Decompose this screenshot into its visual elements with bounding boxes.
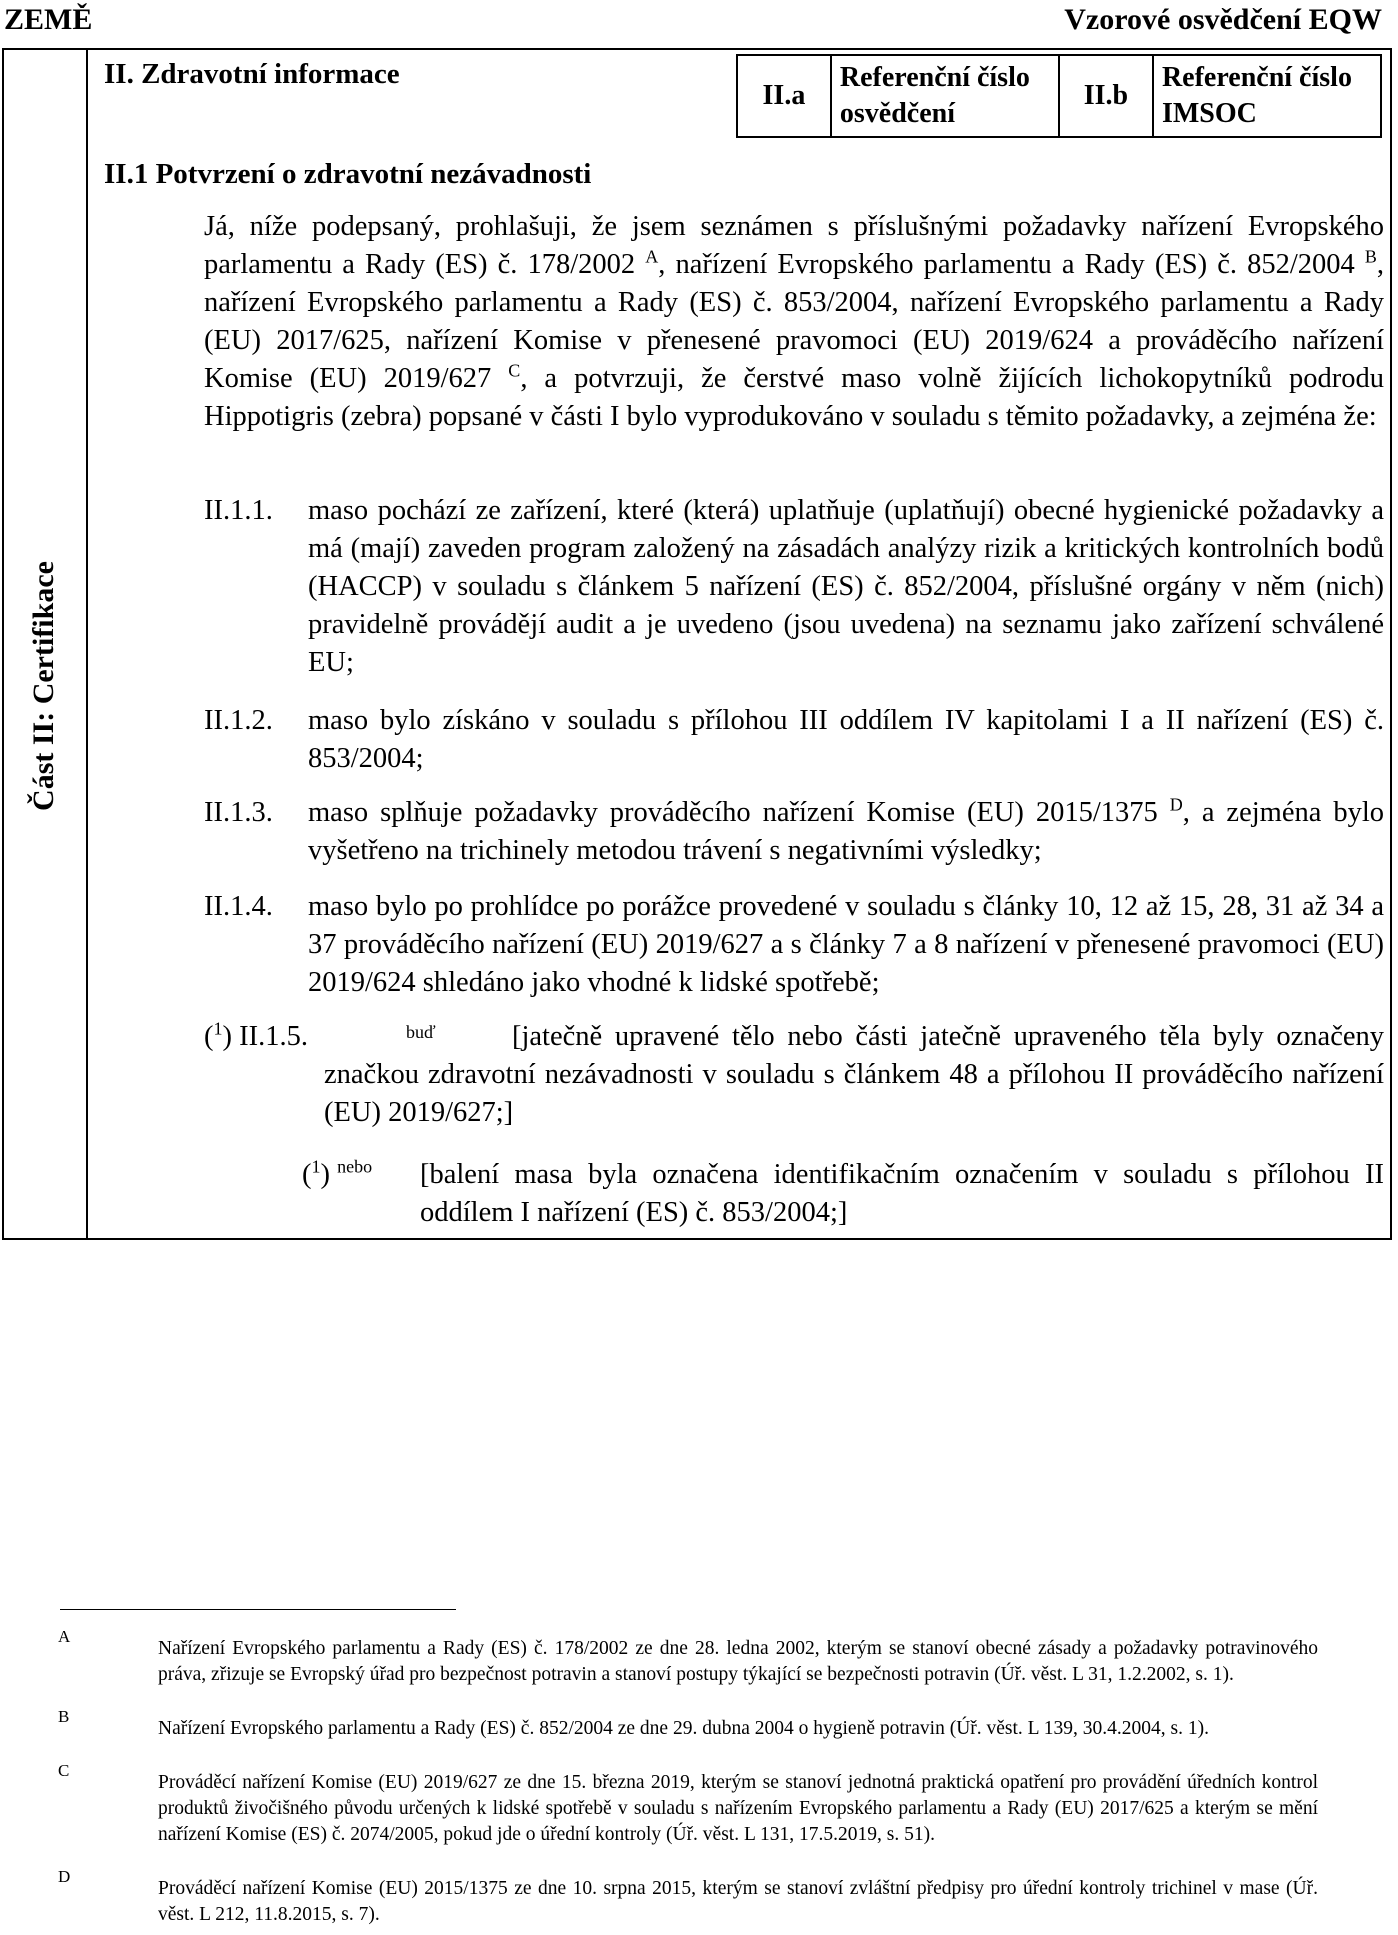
intro-part-2: , nařízení Evropského parlamentu a Rady (ES) č. 852/2004	[658, 249, 1355, 280]
clause-ii-1-4	[204, 888, 1384, 1002]
clause-number: II.1.2.	[204, 705, 273, 736]
certificate-body: II. Zdravotní informace II.a Referenční číslo osvědčení II.b Referenční číslo IMSOC II.1 Potvrzení o zdravotní nezávadnosti Já, níže podepsaný, prohlašuji, že jsem seznámen s příslušnými požadavky nařízení Evropského parlamentu a Rady (ES) č. 178/2002 $^A$, nařízení Evropského parlamentu a Rady (ES) č. 852/2004 $^B$, nařízení Evropského parlamentu a Rady (ES) č. 853/2004, nařízení Evropského parlamentu a Rady (EU) 2017/625, nařízení Komise v přenesené pravomoci (EU) 2019/624 a prováděcího nařízení Komise (EU) 2019/627 $^C$, a potvrzuji, že čerstvé maso volně žijících lichokopytníků podrodu Hippotigris (zebra) popsané v části I bylo vyprodukováno v souladu s těmito požadavky, a zejména že: II.1.1. maso pochází ze zařízení, které (která) uplatňuje (uplatňují) obecné hygienické požadavky a má (mají) zaveden program založený na zásadách analýzy rizik a kritických kontrolních bodů (HACCP) v souladu s článkem 5 nařízení (ES) č. 852/2004, příslušné orgány v něm (nich) pravidelně provádějí audit a je uvedeno (jsou uvedena) na seznamu jako zařízení schválené EU; II.1.2. maso bylo získáno v souladu s přílohou III oddílem IV kapitolami I a II nařízení (ES) č. 853/2004; II.1.3. maso splňuje požadavky prováděcího nařízení Komise (EU) 2015/1375 $^D$, a zejména bylo vyšetřeno na trichinely metodou trávení s negativními výsledky; II.1.4. maso bylo po prohlídce po porážce provedené v souladu s články 10, 12 až 15, 28, 31 až 34 a 37 prováděcího nařízení (EU) 2019/627 a s články 7 a 8 nařízení v přenesené pravomoci (EU) 2019/624 shledáno jako vhodné k lidské spotřebě; ($^1$) II.1.5. buď [jatečně upravené tělo nebo části jatečně upraveného těla byly označeny značkou zdravotní nezávadnosti v souladu s článkem 48 a přílohou II prováděcího nařízení (EU) 2019/627;] ($^1$) $^{nebo}$ [balení masa byla označena identifikačním označením v souladu s přílohou II oddílem I nařízení (ES) č. 853/2004;]	[88, 50, 1390, 1238]
part-label: Část II: Certifikace	[27, 561, 60, 811]
footnote-ref-b: B	[1364, 246, 1377, 267]
country-heading: ZEMĚ	[4, 3, 93, 36]
clause-text: maso pochází ze zařízení, které (která) uplatňuje (uplatňují) obecné hygienické požadavky a má (mají) zaveden program založený na zásadách analýzy rizik a kritických kontrolních bodů (HACCP) v souladu s článkem 5 nařízení (ES) č. 852/2004, příslušné orgány v něm (nich) pravidelně provádějí audit a je uvedeno (jsou uvedena) na seznamu jako zařízení schválené EU;	[308, 495, 1384, 678]
note-number: 1	[213, 1018, 223, 1039]
clause-number: II.1.1.	[204, 495, 273, 526]
intro-part-4: , a potvrzuji, že čerstvé maso volně žijících lichokopytníků podrodu Hippotigris (zebra) popsané v části I bylo vyprodukováno v souladu s těmito požadavky, a zejména že:	[204, 363, 1384, 432]
footnote-d	[58, 1867, 1318, 1928]
footnote-separator	[60, 1609, 456, 1610]
footnote-ref-d: D	[1169, 794, 1183, 815]
footnote-ref-c: C	[508, 360, 521, 381]
footnote-key: B	[58, 1707, 70, 1726]
clause-text: maso bylo získáno v souladu s přílohou III oddílem IV kapitolami I a II nařízení (ES) č. 853/2004;	[308, 705, 1384, 774]
declaration-intro	[204, 208, 1384, 436]
reference-numbers	[736, 54, 1382, 138]
subsection-title: II.1 Potvrzení o zdravotní nezávadnosti	[104, 158, 592, 190]
footnote-text: Nařízení Evropského parlamentu a Rady (ES) č. 852/2004 ze dne 29. dubna 2004 o hygieně potravin (Úř. věst. L 139, 30.4.2004, s. 1).	[158, 1718, 1209, 1739]
ref-b-label: Referenční číslo IMSOC	[1153, 55, 1381, 137]
side-column	[4, 50, 88, 1238]
clause-text-part-1: maso splňuje požadavky prováděcího nařízení Komise (EU) 2015/1375	[308, 797, 1158, 828]
option-marker	[302, 1156, 372, 1194]
or-label: nebo	[337, 1156, 373, 1177]
clause-number: II.1.4.	[204, 891, 273, 922]
footnote-a	[58, 1627, 1318, 1688]
option-either-text: [jatečně upravené tělo nebo části jatečně upraveného těla byly označeny značkou zdravotní nezávadnosti v souladu s článkem 48 a přílohou II prováděcího nařízení (EU) 2019/627;]	[324, 1021, 1384, 1128]
clause-text	[308, 794, 1384, 870]
clause-ii-1-3	[204, 794, 1384, 870]
clause-number: II.1.5.	[239, 1021, 308, 1052]
note-paren-close: )	[320, 1159, 330, 1190]
section-title: II. Zdravotní informace	[104, 58, 400, 90]
footnote-ref-a: A	[645, 246, 659, 267]
note-paren-open: (	[302, 1159, 312, 1190]
footnote-b	[58, 1707, 1318, 1742]
footnote-key: C	[58, 1761, 70, 1780]
clause-ii-1-2	[204, 702, 1384, 778]
footnote-key: A	[58, 1627, 71, 1646]
intro-part-1: Já, níže podepsaný, prohlašuji, že jsem seznámen s příslušnými požadavky nařízení Evropského parlamentu a Rady (ES) č. 178/2002	[204, 211, 1384, 280]
clause-marker	[204, 1018, 308, 1056]
ref-b-code: II.b	[1059, 55, 1153, 137]
clause-ii-1-1	[204, 492, 1384, 682]
note-paren-close: )	[222, 1021, 232, 1052]
intro-part-3: , nařízení Evropského parlamentu a Rady (ES) č. 853/2004, nařízení Evropského parlamentu a Rady (EU) 2017/625, nařízení Komise v přenesené pravomoci (EU) 2019/624 a prováděcího nařízení Komise (EU) 2019/627	[204, 249, 1385, 394]
option-or-text: [balení masa byla označena identifikačním označením v souladu s přílohou II oddílem I nařízení (ES) č. 853/2004;]	[420, 1159, 1384, 1228]
certificate-frame	[2, 48, 1392, 1240]
footnote-text: Prováděcí nařízení Komise (EU) 2019/627 ze dne 15. března 2019, kterým se stanoví jednotná praktická opatření pro provádění úředních kontrol produktů živočišného původu určených k lidské spotřebě v souladu s nařízením Evropského parlamentu a Rady (EU) 2017/625 a kterým se mění nařízení Komise (ES) č. 2074/2005, pokud jde o úřední kontroly (Úř. věst. L 131, 17.5.2019, s. 51).	[158, 1772, 1318, 1845]
footnote-text: Prováděcí nařízení Komise (EU) 2015/1375 ze dne 10. srpna 2015, kterým se stanoví zvláštní předpisy pro úřední kontroly trichinel v mase (Úř. věst. L 212, 11.8.2015, s. 7).	[158, 1878, 1318, 1925]
note-number: 1	[311, 1156, 321, 1177]
footnote-c	[58, 1761, 1318, 1848]
certificate-model-heading: Vzorové osvědčení EQW	[1064, 3, 1382, 36]
ref-a-code: II.a	[737, 55, 831, 137]
clause-text-part-2: , a zejména bylo vyšetřeno na trichinely metodou trávení s negativními výsledky;	[308, 797, 1384, 866]
clause-number: II.1.3.	[204, 797, 273, 828]
clause-text: maso bylo po prohlídce po porážce provedené v souladu s články 10, 12 až 15, 28, 31 až 34 a 37 prováděcího nařízení (EU) 2019/627 a s články 7 a 8 nařízení v přenesené pravomoci (EU) 2019/624 shledáno jako vhodné k lidské spotřebě;	[308, 891, 1384, 998]
footnote-key: D	[58, 1867, 71, 1886]
ref-a-label: Referenční číslo osvědčení	[831, 55, 1059, 137]
note-paren-open: (	[204, 1021, 214, 1052]
footnote-text: Nařízení Evropského parlamentu a Rady (ES) č. 178/2002 ze dne 28. ledna 2002, kterým se stanoví obecné zásady a požadavky potravinového práva, zřizuje se Evropský úřad pro bezpečnost potravin a stanoví postupy týkající se bezpečnosti potravin (Úř. věst. L 31, 1.2.2002, s. 1).	[158, 1638, 1318, 1685]
